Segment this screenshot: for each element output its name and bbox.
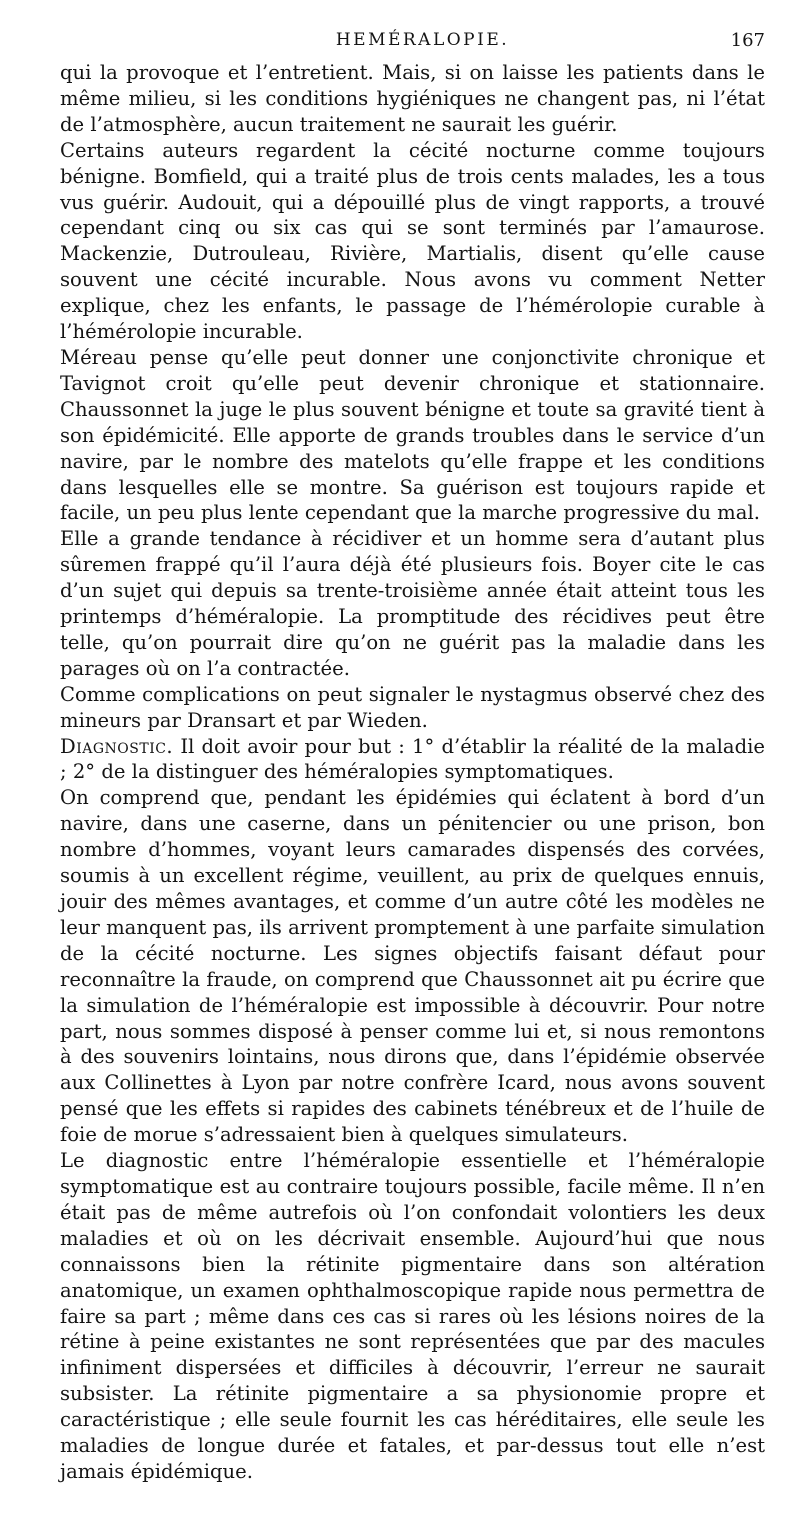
page-number: 167	[730, 30, 765, 51]
paragraph-mereau: Méreau pense qu’elle peut donner une conjonctivite chronique et Tavignot croit qu’elle peut devenir chronique et stationnaire. Chaussonnet la juge le plus souvent bénigne et toute sa gravité tient à son épidémicité. Elle apporte de grands troubles dans le service d’un navire, par le nombre des matelots qu’elle frappe et les conditions dans lesquelles elle se montre. Sa guérison est toujours rapide et facile, un peu plus lente cependant que la marche progressive du mal.	[60, 345, 765, 525]
diagnostic-heading: Diagnostic.	[60, 734, 174, 758]
paragraph-complications: Comme complications on peut signaler le nystagmus observé chez des mineurs par Dransart et par Wieden.	[60, 682, 765, 732]
paragraph-simulation: On comprend que, pendant les épidémies qui éclatent à bord d’un navire, dans une caserne, dans un pénitencier ou une prison, bon nombre d’hommes, voyant leurs camarades dispensés des corvées, soumis à un excellent régime, veuillent, au prix de quelques ennuis, jouir des mêmes avantages, et comme d’un autre côté les modèles ne leur manquent pas, ils arrivent promptement à une parfaite simulation de la cécité nocturne. Les signes objectifs faisant défaut pour reconnaître la fraude, on comprend que Chaussonnet ait pu écrire que la simulation de l’héméralopie est impossible à découvrir. Pour notre part, nous sommes disposé à penser comme lui et, si nous remontons à des souvenirs lointains, nous dirons que, dans l’épidémie observée aux Collinettes à Lyon par notre confrère Icard, nous avons souvent pensé que les effets si rapides des cabinets ténébreux et de l’huile de foie de morue s’adressaient bien à quelques simulateurs.	[60, 786, 765, 1147]
paragraph-differential: Le diagnostic entre l’héméralopie essentielle et l’héméralopie symptomatique est au contraire toujours possible, facile même. Il n’en était pas de même autrefois où l’on confondait volontiers les deux maladies et où on les décrivait ensemble. Aujourd’hui que nous connaissons bien la rétinite pigmentaire dans son altération anatomique, un examen ophthalmoscopique rapide nous permettra de faire sa part ; même dans ces cas si rares où les lésions noires de la rétine à peine existantes ne sont représentées que par des macules infiniment dispersées et difficiles à découvrir, l’erreur ne saurait subsister. La rétinite pigmentaire a sa physionomie propre et caractéristique ; elle seule fournit les cas héréditaires, elle seule les maladies de longue durée et fatales, et par-dessus tout elle n’est jamais épidémique.	[60, 1149, 765, 1483]
running-head	[60, 30, 765, 54]
paragraph-recidive: Elle a grande tendance à récidiver et un homme sera d’autant plus sûremen frappé qu’il l’aura déjà été plusieurs fois. Boyer cite le cas d’un sujet qui depuis sa trente-troisième année était atteint tous les printemps d’héméralopie. La promptitude des récidives peut être telle, qu’on pourrait dire qu’on ne guérit pas la maladie dans les parages où on l’a contractée.	[60, 527, 765, 680]
running-title: HEMÉRALOPIE.	[335, 30, 510, 50]
body-text	[60, 60, 765, 1485]
diagnostic-text: Il doit avoir pour but : 1° d’établir la réalité de la maladie ; 2° de la distinguer des héméralopies symptomatiques.	[60, 734, 765, 784]
paragraph-prognosis-end: qui la provoque et l’entretient. Mais, si on laisse les patients dans le même milieu, si les conditions hygiéniques ne changent pas, ni l’état de l’atmosphère, aucun traitement ne saurait les guérir.	[60, 61, 765, 136]
paragraph-benign-cecity: Certains auteurs regardent la cécité nocturne comme toujours bénigne. Bomfield, qui a traité plus de trois cents malades, les a tous vus guérir. Audouit, qui a dépouillé plus de vingt rapports, a trouvé cependant cinq ou six cas qui se sont terminés par l’amaurose. Mackenzie, Dutrouleau, Rivière, Martialis, disent qu’elle cause souvent une cécité incurable. Nous avons vu comment Netter explique, chez les enfants, le passage de l’hémérolopie curable à l’hémérolopie incurable.	[60, 138, 765, 344]
paragraph-diagnostic	[60, 734, 765, 786]
